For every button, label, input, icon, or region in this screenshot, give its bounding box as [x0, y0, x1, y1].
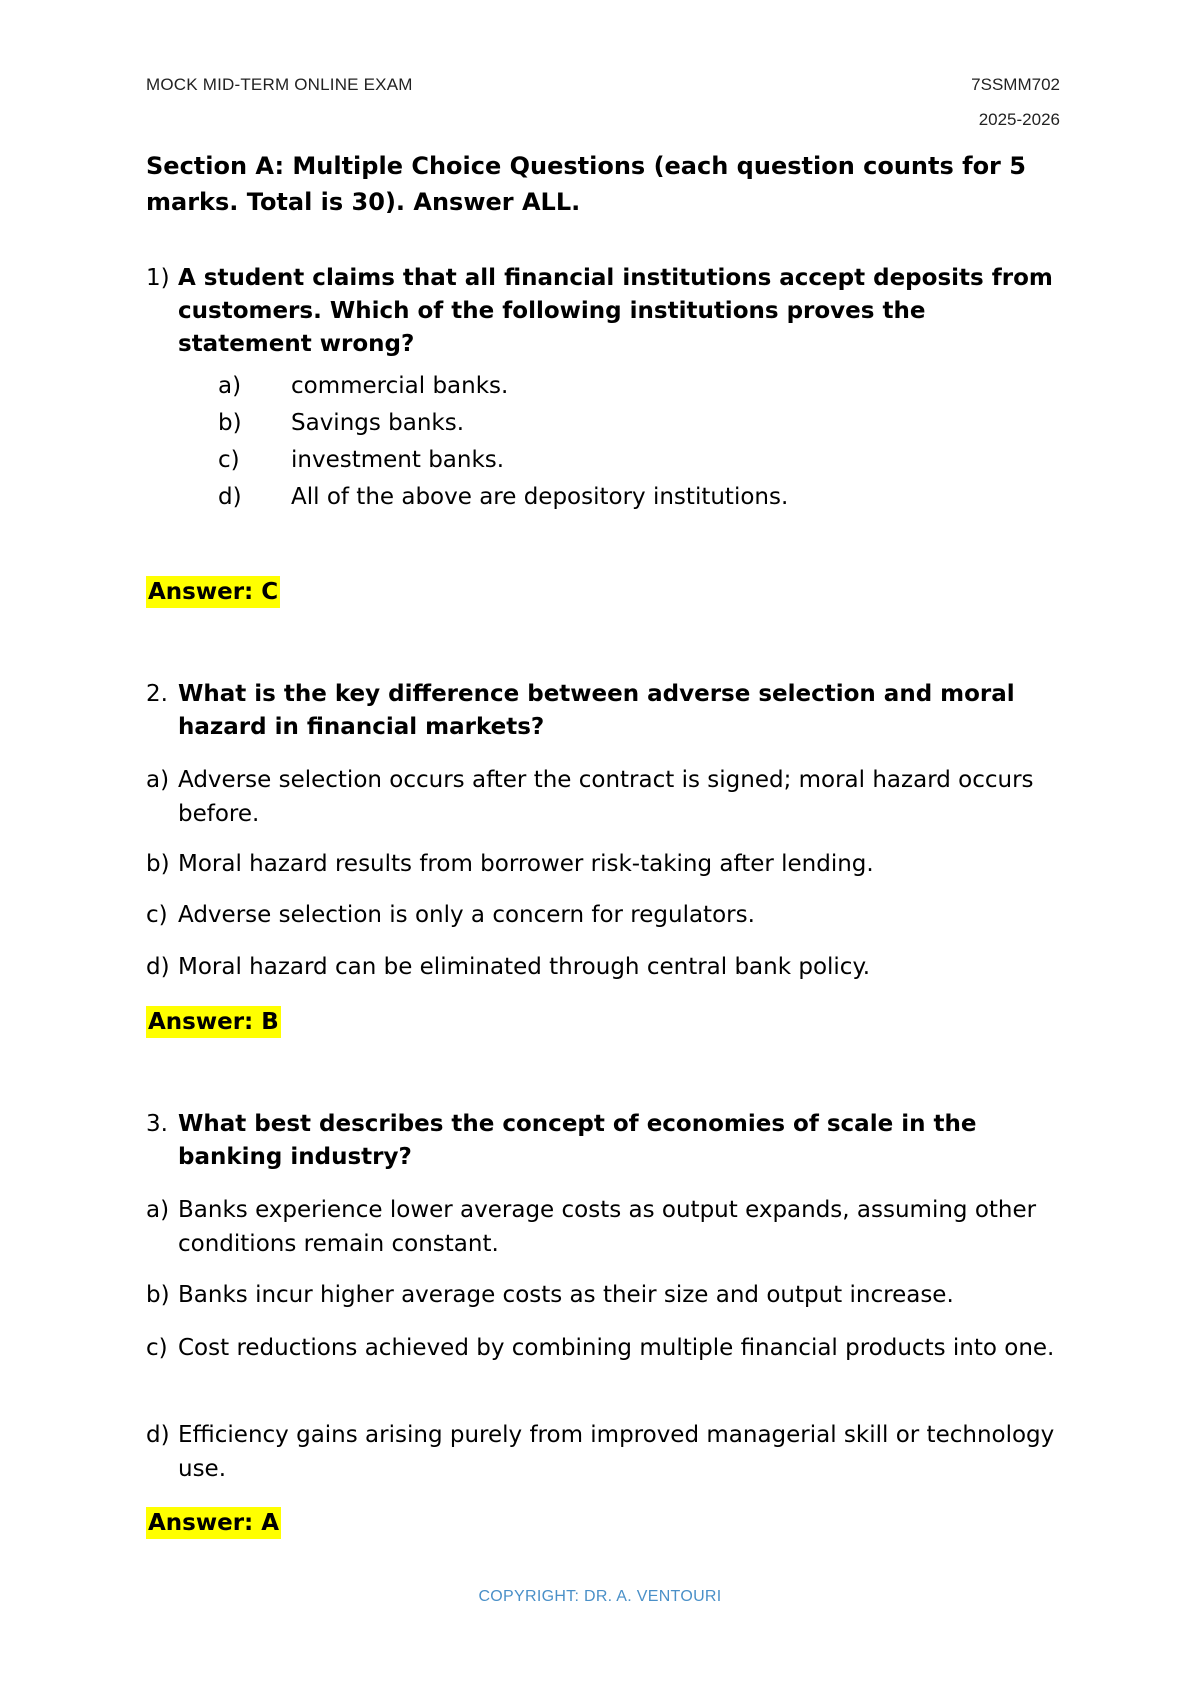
option-letter: d) [146, 1422, 170, 1448]
question-2-answer: Answer: B [146, 1006, 281, 1038]
option-letter: c) [218, 447, 240, 473]
question-number: 2. [146, 681, 168, 707]
option-letter: b) [146, 851, 170, 877]
option-text: Efficiency gains arising purely from improved managerial skill or technology use. [178, 1422, 1055, 1482]
option-text: investment banks. [291, 447, 505, 473]
question-text: A student claims that all financial institutions accept deposits from customers. Which of the following institutions proves the statement wrong? [178, 265, 1053, 357]
copyright-footer: COPYRIGHT: DR. A. VENTOURI [478, 1588, 722, 1605]
option-letter: b) [146, 1282, 170, 1308]
question-2-option-c [146, 898, 1066, 932]
header-exam-title: MOCK MID-TERM ONLINE EXAM [146, 75, 413, 94]
option-letter: c) [146, 902, 168, 928]
question-1-answer: Answer: C [146, 576, 280, 608]
option-text: Banks experience lower average costs as output expands, assuming other conditions remain constant. [178, 1197, 1037, 1257]
option-letter: b) [218, 410, 242, 436]
question-text: What is the key difference between adverse selection and moral hazard in financial markets? [178, 681, 1015, 740]
option-text: All of the above are depository institutions. [291, 484, 789, 510]
question-3-option-c [146, 1331, 1066, 1365]
option-text: commercial banks. [291, 373, 509, 399]
option-text: Moral hazard can be eliminated through central bank policy. [178, 954, 871, 980]
question-3-answer: Answer: A [146, 1507, 281, 1539]
question-3-option-d [146, 1418, 1066, 1486]
header-course-code: 7SSMM702 [971, 75, 1060, 94]
option-letter: d) [218, 484, 242, 510]
question-3-stem [146, 1108, 1066, 1174]
option-text: Savings banks. [291, 410, 465, 436]
question-number: 3. [146, 1111, 168, 1137]
question-number: 1) [146, 265, 170, 291]
question-2-option-d [146, 950, 1066, 984]
option-text: Banks incur higher average costs as their size and output increase. [178, 1282, 954, 1308]
option-text: Adverse selection occurs after the contract is signed; moral hazard occurs before. [178, 767, 1034, 827]
header-academic-year: 2025-2026 [978, 110, 1060, 129]
section-title: Section A: Multiple Choice Questions (each question counts for 5 marks. Total is 30). Answer ALL. [146, 152, 1026, 216]
question-1-stem [146, 262, 1066, 361]
question-3-option-b [146, 1278, 1066, 1312]
question-2-stem [146, 678, 1066, 744]
option-letter: a) [146, 1197, 170, 1223]
question-2-option-a [146, 763, 1066, 831]
option-text: Moral hazard results from borrower risk-taking after lending. [178, 851, 874, 877]
option-letter: d) [146, 954, 170, 980]
option-text: Adverse selection is only a concern for regulators. [178, 902, 755, 928]
option-letter: a) [146, 767, 170, 793]
question-text: What best describes the concept of economies of scale in the banking industry? [178, 1111, 977, 1170]
option-text: Cost reductions achieved by combining multiple financial products into one. [178, 1335, 1055, 1361]
question-3-option-a [146, 1193, 1066, 1261]
header-course-info [971, 67, 1060, 137]
option-letter: c) [146, 1335, 168, 1361]
question-2-option-b [146, 847, 1066, 881]
option-letter: a) [218, 373, 242, 399]
